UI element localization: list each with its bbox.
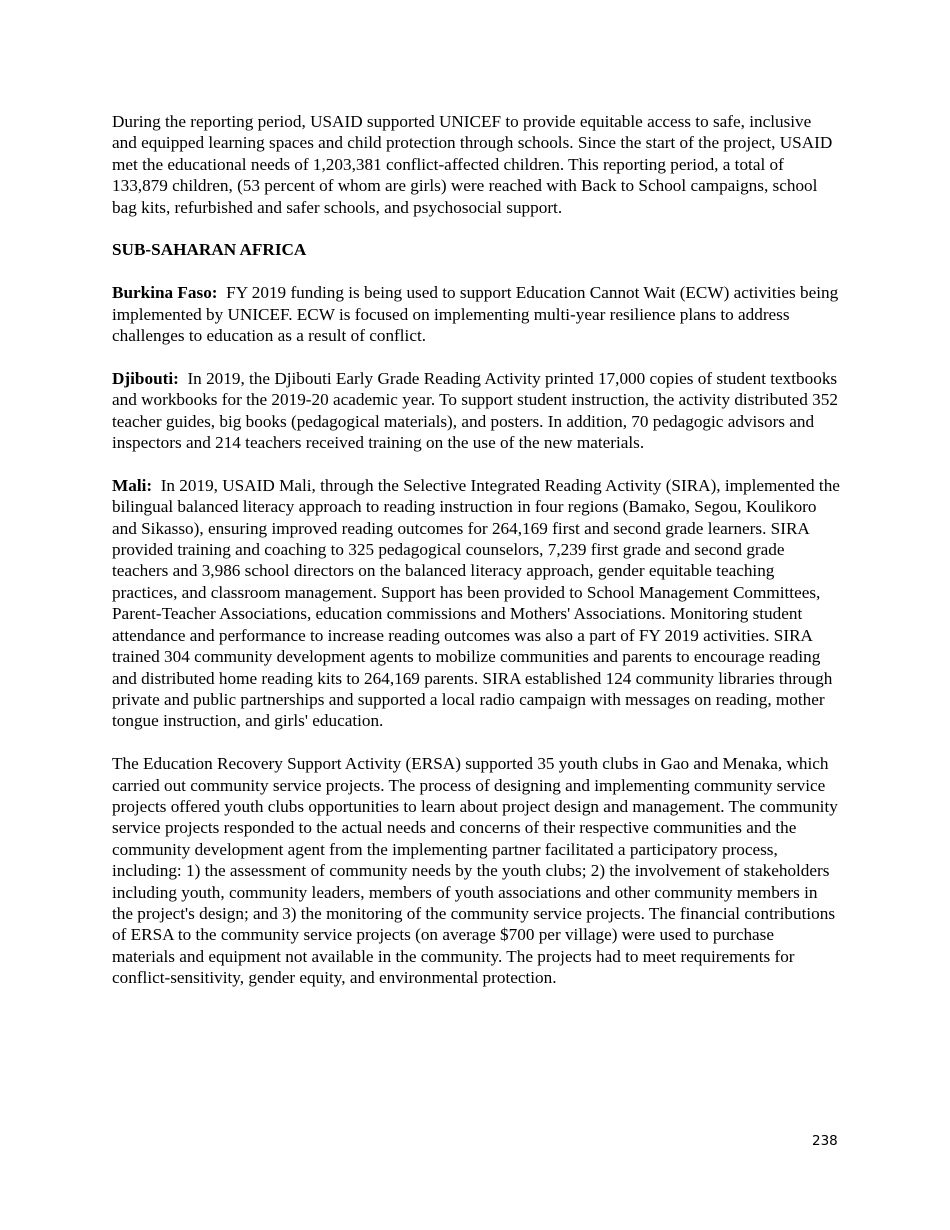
burkina-faso-lead: Burkina Faso: (112, 283, 218, 303)
ersa-paragraph: The Education Recovery Support Activity (ERSA) supported 35 youth clubs in Gao and Menaka, which carried out community service projects. The process of designing and implementing community service projects offered youth clubs opportunities to learn about project design and management. The community service projects responded to the actual needs and concerns of their respective communities and the community development agent from the implementing partner facilitated a participatory process, including: 1) the assessment of community needs by the youth clubs; 2) the involvement of stakeholders including youth, community leaders, members of youth associations and other community members in the project's design; and 3) the monitoring of the community service projects. The financial contributions of ERSA to the community service projects (on average $700 per village) were used to purchase materials and equipment not available in the community. The projects had to meet requirements for conflict-sensitivity, gender equity, and environmental protection. (112, 754, 838, 988)
djibouti-paragraph (112, 368, 840, 454)
djibouti-lead: Djibouti: (112, 368, 179, 388)
section-heading: SUB-SAHARAN AFRICA (112, 240, 307, 260)
document-body (112, 111, 840, 1010)
page-number: 238 (812, 1133, 838, 1149)
mali-lead: Mali: (112, 475, 153, 495)
burkina-faso-text: FY 2019 funding is being used to support Education Cannot Wait (ECW) activities being implemented by UNICEF. ECW is focused on implementing multi-year resilience plans to address challenges to education as a result of conflict. (112, 283, 839, 346)
burkina-faso-paragraph (112, 282, 840, 346)
intro-paragraph: During the reporting period, USAID supported UNICEF to provide equitable access to safe, inclusive and equipped learning spaces and child protection through schools. Since the start of the project, USAID met the educational needs of 1,203,381 conflict-affected children. This reporting period, a total of 133,879 children, (53 percent of whom are girls) were reached with Back to School campaigns, school bag kits, refurbished and safer schools, and psychosocial support. (112, 112, 833, 217)
mali-text: In 2019, USAID Mali, through the Selective Integrated Reading Activity (SIRA), implemented the bilingual balanced literacy approach to reading instruction in four regions (Bamako, Segou, Koulikoro and Sikasso), ensuring improved reading outcomes for 264,169 first and second grade learners. SIRA provided training and coaching to 325 pedagogical counselors, 7,239 first grade and second grade teachers and 3,986 school directors on the balanced literacy approach, gender equitable teaching practices, and classroom management. Support has been provided to School Management Committees, Parent-Teacher Associations, education commissions and Mothers' Associations. Monitoring student attendance and performance to increase reading outcomes was also a part of FY 2019 activities. SIRA trained 304 community development agents to mobilize communities and parents to encourage reading and distributed home reading kits to 264,169 parents. SIRA established 124 community libraries through private and public partnerships and supported a local radio campaign with messages on reading, mother tongue instruction, and girls' education. (112, 475, 840, 731)
mali-paragraph (112, 475, 840, 732)
djibouti-text: In 2019, the Djibouti Early Grade Reading Activity printed 17,000 copies of student textbooks and workbooks for the 2019-20 academic year. To support student instruction, the activity distributed 352 teacher guides, big books (pedagogical materials), and posters. In addition, 70 pedagogic advisors and inspectors and 214 teachers received training on the use of the new materials. (112, 368, 838, 453)
